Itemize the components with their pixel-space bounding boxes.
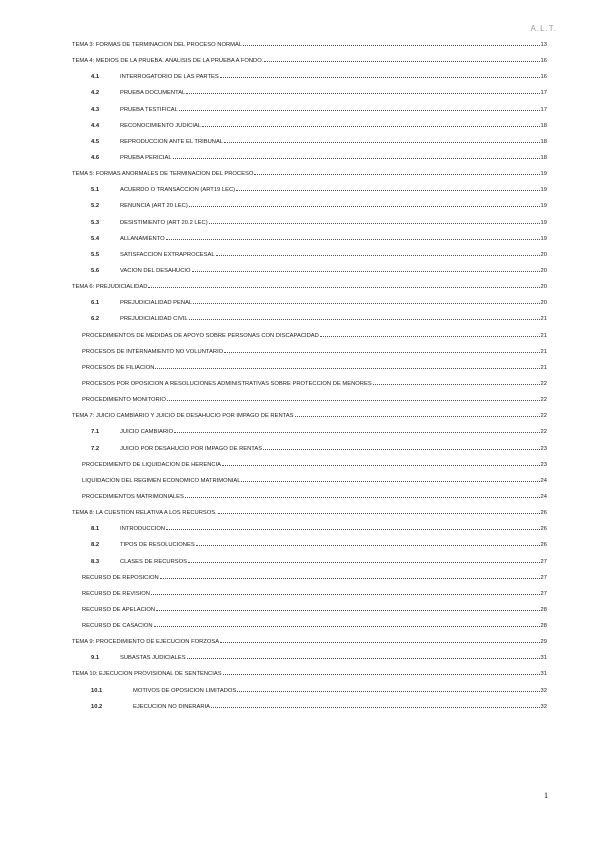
toc-entry-title: TEMA 4: MEDIOS DE LA PRUEBA. ANALISIS DE LA PRUEBA A FONDO. [72, 58, 264, 65]
toc-entry-page: 23 [540, 461, 547, 468]
toc-entry-page: 27 [540, 590, 547, 597]
toc-entry-title: ALLANAMIENTO [120, 235, 165, 242]
toc-entry-page: 21 [540, 316, 547, 323]
dot-leader [373, 383, 540, 385]
toc-entry-title: RENUNCIA (ART 20 LEC) [120, 203, 188, 210]
toc-entry[interactable] [72, 187, 547, 203]
dot-leader [188, 561, 540, 563]
toc-entry-number: 4.4 [91, 122, 100, 129]
dot-leader [202, 125, 539, 127]
toc-entry-title: PRUEBA TESTIFICAL [120, 106, 178, 113]
toc-entry[interactable] [72, 316, 547, 332]
toc-entry-title: RECURSO DE CASACIÓN [82, 623, 153, 630]
toc-entry-number: 8.3 [91, 558, 100, 565]
dot-leader [179, 109, 540, 111]
toc-entry[interactable] [72, 252, 547, 268]
toc-entry-number: 5.5 [91, 251, 100, 258]
toc-entry-page: 21 [540, 364, 547, 371]
toc-entry-page: 26 [540, 510, 547, 517]
toc-entry[interactable] [72, 591, 547, 607]
dot-leader [156, 609, 539, 611]
toc-entry-title: ACUERDO O TRANSACCIÓN (ART19 LEC) [120, 187, 236, 194]
dot-leader [154, 625, 540, 627]
toc-entry-page: 31 [540, 671, 547, 678]
toc-entry[interactable] [72, 123, 547, 139]
toc-entry[interactable] [72, 171, 547, 187]
toc-entry-title: PREJUDICIALIDAD PENAL [120, 300, 193, 307]
toc-entry[interactable] [72, 397, 547, 413]
toc-entry[interactable] [72, 413, 547, 429]
dot-leader [236, 189, 539, 191]
toc-entry-page: 19 [540, 203, 547, 210]
dot-leader [263, 448, 539, 450]
toc-entry[interactable] [72, 139, 547, 155]
toc-entry[interactable] [72, 559, 547, 575]
dot-leader [148, 286, 539, 288]
dot-leader [224, 351, 539, 353]
toc-entry-page: 28 [540, 623, 547, 630]
toc-entry-title: DESISTIMIENTO (ART 20.2 LEC) [120, 219, 208, 226]
toc-entry-page: 17 [540, 106, 547, 113]
toc-entry-page: 22 [540, 380, 547, 387]
toc-entry-page: 19 [540, 219, 547, 226]
toc-entry[interactable] [72, 704, 547, 720]
toc-entry-title: SATISFACCIÓN EXTRAPROCESAL [120, 251, 215, 258]
toc-entry-number: 4.1 [91, 74, 100, 81]
dot-leader [209, 222, 540, 224]
toc-entry-title: TEMA 3: FORMAS DE TERMINACION DEL PROCESO NORMAL [72, 42, 243, 48]
toc-entry-number: 4.2 [91, 90, 100, 97]
toc-entry-page: 22 [540, 429, 547, 436]
toc-entry[interactable] [72, 655, 547, 671]
toc-entry[interactable] [72, 542, 547, 558]
toc-entry-title: INTERROGATORIO DE LAS PARTES [120, 74, 219, 81]
toc-entry-number: 5.4 [91, 235, 100, 242]
dot-leader [224, 141, 539, 143]
toc-entry[interactable] [72, 58, 547, 74]
toc-entry-page: 18 [540, 154, 547, 161]
toc-entry-title: JUICIO CAMBIARIO [120, 429, 174, 436]
toc-entry[interactable] [72, 155, 547, 171]
toc-entry-page: 26 [540, 542, 547, 549]
toc-entry-number: 7.1 [91, 429, 100, 436]
toc-entry-title: PRUEBA PERICIAL [120, 154, 172, 161]
toc-entry[interactable] [72, 688, 547, 704]
toc-entry[interactable] [72, 639, 547, 655]
toc-entry[interactable] [72, 510, 547, 526]
toc-entry-number: 9.1 [91, 655, 100, 662]
dot-leader [196, 544, 540, 546]
toc-entry[interactable] [72, 90, 547, 106]
page-number: 1 [544, 791, 548, 800]
toc-entry-title: TIPOS DE RESOLUCIONES [120, 542, 195, 549]
header-mark: A.L.T. [530, 24, 557, 33]
toc-entry[interactable] [72, 575, 547, 591]
toc-entry-number: 8.2 [91, 542, 100, 549]
toc-entry-title: SUBASTAS JUDICIALES [120, 655, 186, 662]
dot-leader [189, 318, 540, 320]
toc-entry-number: 7.2 [91, 445, 100, 452]
dot-leader [218, 512, 540, 514]
toc-entry-page: 24 [540, 493, 547, 500]
toc-entry-page: 22 [540, 397, 547, 404]
dot-leader [189, 205, 540, 207]
toc-entry-title: MOTIVOS DE OPOSICIÓN LIMITADOS [133, 687, 237, 694]
toc-entry-page: 20 [540, 267, 547, 274]
dot-leader [166, 238, 540, 240]
toc-entry-page: 16 [540, 58, 547, 65]
toc-entry[interactable] [72, 349, 547, 365]
toc-entry-title: PROCEDIMIENTO DE LIQUIDACIÓN DE HERENCIA [82, 461, 222, 468]
toc-entry-title: PROCEDIMIENTOS MATRIMONIALES [82, 493, 184, 500]
toc-entry-title: PROCESOS DE INTERNAMIENTO NO VOLUNTARIO [82, 348, 224, 355]
toc-entry[interactable] [72, 42, 547, 58]
dot-leader [192, 270, 540, 272]
dot-leader [237, 690, 539, 692]
toc-entry-page: 32 [540, 687, 547, 694]
toc-entry-number: 5.1 [91, 187, 100, 194]
toc-entry-page: 21 [540, 348, 547, 355]
toc-entry[interactable] [72, 607, 547, 623]
dot-leader [186, 92, 539, 94]
dot-leader [185, 496, 540, 498]
dot-leader [243, 44, 539, 46]
dot-leader [174, 431, 539, 433]
toc-entry-page: 20 [540, 251, 547, 258]
toc-entry-page: 29 [540, 639, 547, 646]
toc-entry-page: 21 [540, 332, 547, 339]
toc-entry-title: TEMA 8: LA CUESTION RELATIVA A LOS RECURSOS. [72, 510, 217, 517]
toc-entry-title: PROCEDIMIENTO MONITORIO [82, 397, 166, 404]
dot-leader [167, 399, 540, 401]
toc-entry-page: 27 [540, 574, 547, 581]
toc-entry[interactable] [72, 203, 547, 219]
dot-leader [187, 657, 540, 659]
toc-entry[interactable] [72, 300, 547, 316]
dot-leader [155, 367, 539, 369]
toc-entry-title: PRUEBA DOCUMENTAL [120, 90, 186, 97]
toc-entry-page: 23 [540, 445, 547, 452]
toc-entry[interactable] [72, 462, 547, 478]
toc-entry-title: TEMA 5: FORMAS ANORMALES DE TERMINACIÓN DEL PROCESO [72, 171, 254, 178]
toc-entry-page: 18 [540, 138, 547, 145]
toc-entry-page: 16 [540, 74, 547, 81]
toc-entry-number: 6.1 [91, 300, 100, 307]
toc-entry-number: 6.2 [91, 316, 100, 323]
toc-entry[interactable] [72, 236, 547, 252]
dot-leader [151, 593, 540, 595]
toc-entry-number: 10.2 [91, 703, 103, 710]
toc-entry-number: 5.3 [91, 219, 100, 226]
toc-entry[interactable] [72, 268, 547, 284]
toc-entry-title: RECURSO DE REVISIÓN [82, 590, 150, 597]
toc-entry-page: 32 [540, 703, 547, 710]
toc-entry[interactable] [72, 446, 547, 462]
toc-entry-title: LIQUIDACIÓN DEL REGIMEN ECONOMICO MATRIMONIAL [82, 477, 241, 484]
toc-entry[interactable] [72, 74, 547, 90]
toc-entry-page: 19 [540, 235, 547, 242]
dot-leader [222, 464, 540, 466]
toc-entry-title: TEMA 9: PROCEDIMIENTO DE EJECUCIÓN FORZOSA [72, 639, 220, 646]
toc-entry[interactable] [72, 333, 547, 349]
toc-entry[interactable] [72, 478, 547, 494]
toc-entry[interactable] [72, 284, 547, 300]
toc-entry-title: RECONOCIMIENTO JUDICIAL [120, 122, 202, 129]
toc-entry-title: TEMA 10: EJECUCIÓN PROVISIONAL DE SENTENCIAS [72, 671, 222, 678]
toc-entry-page: 19 [540, 171, 547, 178]
toc-entry-number: 8.1 [91, 526, 100, 533]
toc-entry-title: EJECUCIÓN NO DINERARIA [133, 703, 210, 710]
toc-entry-title: PREJUDICIALIDAD CIVIL [120, 316, 188, 323]
toc-entry-page: 27 [540, 558, 547, 565]
toc-entry-number: 4.6 [91, 154, 100, 161]
toc-entry[interactable] [72, 526, 547, 542]
dot-leader [220, 76, 540, 78]
toc-entry[interactable] [72, 220, 547, 236]
toc-entry-page: 20 [540, 300, 547, 307]
dot-leader [211, 706, 540, 708]
toc-entry-title: INTRODUCCIÓN [120, 526, 166, 533]
toc-entry[interactable] [72, 494, 547, 510]
toc-entry-page: 13 [540, 42, 547, 48]
toc-entry[interactable] [72, 107, 547, 123]
toc-entry-title: CLASES DE RECURSOS [120, 558, 188, 565]
toc-entry-page: 24 [540, 477, 547, 484]
table-of-contents [72, 42, 547, 720]
toc-entry-page: 20 [540, 284, 547, 291]
dot-leader [295, 415, 540, 417]
toc-entry-title: RECURSO DE REPOSICIÓN [82, 574, 159, 581]
dot-leader [193, 302, 539, 304]
toc-entry-title: TEMA 7: JUICIO CAMBIARIO Y JUICIO DE DESAHUCIO POR IMPAGO DE RENTAS [72, 413, 294, 420]
toc-entry-title: PROCEDIMIENTOS DE MEDIDAS DE APOYO SOBRE PERSONAS CON DISCAPACIDAD [82, 332, 319, 339]
toc-entry[interactable] [72, 671, 547, 687]
dot-leader [254, 173, 539, 175]
toc-entry-page: 31 [540, 655, 547, 662]
toc-entry-page: 22 [540, 413, 547, 420]
dot-leader [160, 577, 540, 579]
toc-entry[interactable] [72, 429, 547, 445]
dot-leader [166, 528, 539, 530]
toc-entry-number: 4.5 [91, 138, 100, 145]
toc-entry-number: 5.6 [91, 267, 100, 274]
toc-entry-title: JUICIO POR DESAHUCIO POR IMPAGO DE RENTAS [120, 445, 263, 452]
toc-entry[interactable] [72, 365, 547, 381]
toc-entry-page: 18 [540, 122, 547, 129]
toc-entry-number: 4.3 [91, 106, 100, 113]
toc-entry-title: RECURSO DE APELACIÓN [82, 606, 156, 613]
toc-entry-title: PROCESOS DE FILIACIÓN [82, 364, 155, 371]
toc-entry-number: 5.2 [91, 203, 100, 210]
toc-entry-title: REPRODUCCIÓN ANTE EL TRIBUNAL [120, 138, 224, 145]
dot-leader [241, 480, 539, 482]
toc-entry-title: VACIÓN DEL DESAHUCIO [120, 267, 191, 274]
toc-entry[interactable] [72, 381, 547, 397]
toc-entry-number: 10.1 [91, 687, 103, 694]
toc-entry-page: 26 [540, 526, 547, 533]
dot-leader [223, 673, 540, 675]
toc-entry-page: 19 [540, 187, 547, 194]
dot-leader [216, 254, 540, 256]
toc-entry-title: TEMA 6: PREJUDICIALIDAD [72, 284, 148, 291]
toc-entry-page: 28 [540, 606, 547, 613]
dot-leader [220, 641, 539, 643]
dot-leader [320, 335, 540, 337]
dot-leader [173, 157, 540, 159]
toc-entry-title: PROCESOS POR OPOSICIÓN A RESOLUCIONES ADMINISTRATIVAS SOBRE PROTECCIÓN DE MENORES [82, 380, 372, 387]
toc-entry-page: 17 [540, 90, 547, 97]
toc-entry[interactable] [72, 623, 547, 639]
dot-leader [264, 60, 539, 62]
